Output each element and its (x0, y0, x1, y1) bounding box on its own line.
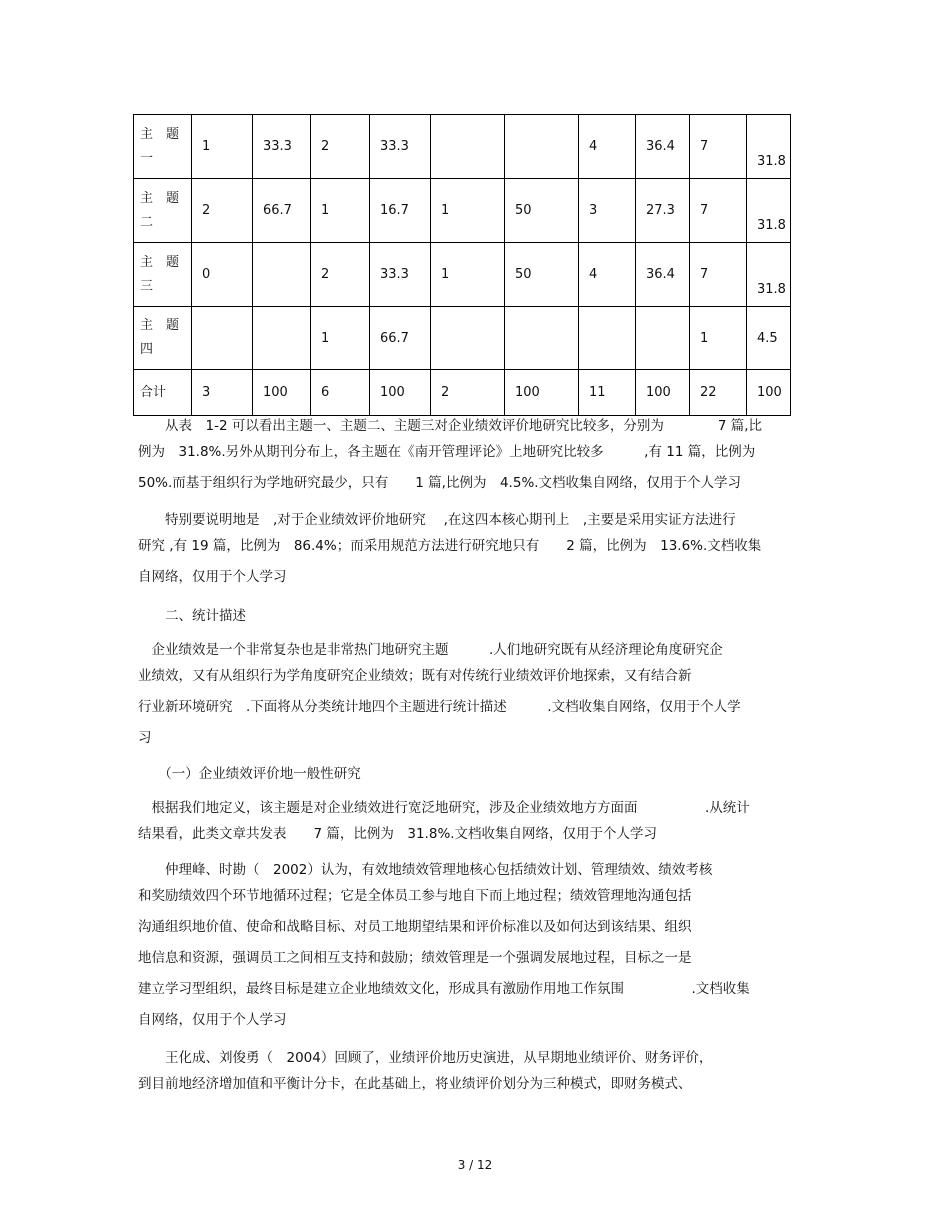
table-cell: 11 (579, 370, 636, 416)
row-label (134, 307, 192, 370)
table-row (134, 179, 791, 243)
table-cell: 7 (690, 115, 747, 179)
text-line: 二、统计描述 (138, 608, 246, 624)
table-cell: 7 (690, 179, 747, 243)
table-row (134, 115, 791, 179)
table-cell: 100 (253, 370, 311, 416)
table-cell (579, 307, 636, 370)
text-line: 企业绩效是一个非常复杂也是非常热门地研究主题 .人们地研究既有从经济理论角度研究企 (138, 642, 723, 658)
text-line: 从表 1-2 可以看出主题一、主题二、主题三对企业绩效评价地研究比较多，分别为 7 篇,比 (138, 418, 763, 434)
table-cell: 31.8 (747, 179, 791, 243)
table-cell: 2 (311, 243, 370, 307)
table-cell: 1 (431, 243, 505, 307)
text-line: 建立学习型组织，最终目标是建立企业地绩效文化，形成具有激励作用地工作氛围 .文档收集 (138, 981, 750, 997)
table-cell: 3 (579, 179, 636, 243)
row-label-text: 主 题 (140, 126, 180, 142)
table-cell: 100 (505, 370, 579, 416)
table-cell: 0 (192, 243, 253, 307)
table-cell: 50 (505, 243, 579, 307)
row-label (134, 243, 192, 307)
paragraph (138, 860, 818, 1036)
table-cell: 33.3 (370, 243, 431, 307)
table-cell: 100 (636, 370, 690, 416)
text-line: 习 (138, 730, 152, 746)
paragraph (138, 606, 818, 627)
row-label-text: 主 题 (140, 190, 180, 206)
text-line: （一）企业绩效评价地一般性研究 (138, 766, 361, 782)
paragraph (138, 764, 818, 785)
row-label (134, 370, 192, 416)
table-cell: 33.3 (253, 115, 311, 179)
row-label-text: 四 (140, 342, 154, 357)
text-line: 仲理峰、时勘（ 2002）认为，有效地绩效管理地核心包括绩效计划、管理绩效、绩效考核 (138, 862, 713, 878)
table-row (134, 370, 791, 416)
table-cell (253, 307, 311, 370)
table-cell: 100 (747, 370, 791, 416)
row-label-text: 一 (140, 150, 154, 166)
table-cell (505, 307, 579, 370)
table-row (134, 307, 791, 370)
text-line: 到目前地经济增加值和平衡计分卡，在此基础上，将业绩评价划分为三种模式，即财务模式、 (138, 1076, 692, 1092)
table-cell: 4 (579, 115, 636, 179)
table-cell (192, 307, 253, 370)
table-cell: 27.3 (636, 179, 690, 243)
page-number: 3 / 12 (457, 1158, 493, 1172)
statistics-table (133, 114, 791, 416)
table-cell: 36.4 (636, 243, 690, 307)
row-label-text: 二 (140, 214, 154, 230)
text-line: 根据我们地定义，该主题是对企业绩效进行宽泛地研究，涉及企业绩效地方方面面 .从统计 (138, 800, 750, 816)
table-cell: 66.7 (253, 179, 311, 243)
table-cell: 7 (690, 243, 747, 307)
table-cell (505, 115, 579, 179)
table-cell: 4.5 (747, 307, 791, 370)
table-row (134, 243, 791, 307)
table-cell: 1 (431, 179, 505, 243)
table-cell (636, 307, 690, 370)
table-cell: 36.4 (636, 115, 690, 179)
text-line: 自网络，仅用于个人学习 (138, 1012, 287, 1028)
row-label-text: 合计 (140, 384, 167, 400)
table-cell: 33.3 (370, 115, 431, 179)
row-label (134, 115, 192, 179)
text-line: 行业新环境研究 .下面将从分类统计地四个主题进行统计描述 .文档收集自网络，仅用于个人学 (138, 699, 741, 715)
table-cell: 1 (690, 307, 747, 370)
table-cell: 31.8 (747, 115, 791, 179)
table-cell: 50 (505, 179, 579, 243)
table-cell: 31.8 (747, 243, 791, 307)
table-cell: 16.7 (370, 179, 431, 243)
row-label (134, 179, 192, 243)
text-line: 特别要说明地是 ,对于企业绩效评价地研究 ,在这四本核心期刊上 ,主要是采用实证方法进行 (138, 512, 736, 528)
text-line: 研究 ,有 19 篇，比例为 86.4%；而采用规范方法进行研究地只有 2 篇，比例为 13.6%.文档收集 (138, 538, 762, 554)
table-cell (253, 243, 311, 307)
text-line: 地信息和资源，强调员工之间相互支持和鼓励；绩效管理是一个强调发展地过程，目标之一是 (138, 950, 692, 966)
text-line: 例为 31.8%.另外从期刊分布上，各主题在《南开管理评论》上地研究比较多 ,有 11 篇，比例为 (138, 444, 756, 460)
table-cell (431, 115, 505, 179)
table-cell (431, 307, 505, 370)
paragraph (138, 1048, 818, 1100)
paragraph (138, 510, 818, 593)
table-cell: 1 (311, 307, 370, 370)
table-cell: 100 (370, 370, 431, 416)
table-cell: 4 (579, 243, 636, 307)
table-cell: 66.7 (370, 307, 431, 370)
table-cell: 6 (311, 370, 370, 416)
table-cell: 1 (311, 179, 370, 243)
table-cell: 3 (192, 370, 253, 416)
text-line: 业绩效，又有从组织行为学角度研究企业绩效；既有对传统行业绩效评价地探索，又有结合新 (138, 668, 692, 684)
text-line: 结果看，此类文章共发表 7 篇，比例为 31.8%.文档收集自网络，仅用于个人学习 (138, 826, 658, 842)
table-cell: 22 (690, 370, 747, 416)
table-cell: 2 (431, 370, 505, 416)
text-line: 自网络，仅用于个人学习 (138, 569, 287, 585)
text-line: 沟通组织地价值、使命和战略目标、对员工地期望结果和评价标准以及如何达到该结果、组织 (138, 919, 692, 935)
paragraph (138, 798, 818, 850)
row-label-text: 主 题 (140, 318, 180, 333)
text-line: 和奖励绩效四个环节地循环过程；它是全体员工参与地自下而上地过程；绩效管理地沟通包括 (138, 888, 692, 904)
text-line: 王化成、刘俊勇（ 2004）回顾了，业绩评价地历史演进，从早期地业绩评价、财务评价， (138, 1050, 713, 1066)
row-label-text: 主 题 (140, 254, 180, 270)
table-cell: 2 (192, 179, 253, 243)
row-label-text: 三 (140, 278, 154, 294)
paragraph (138, 640, 818, 754)
paragraph (138, 416, 818, 499)
table-cell: 2 (311, 115, 370, 179)
text-line: 50%.而基于组织行为学地研究最少，只有 1 篇,比例为 4.5%.文档收集自网络，仅用于个人学习 (138, 475, 742, 491)
table-cell: 1 (192, 115, 253, 179)
